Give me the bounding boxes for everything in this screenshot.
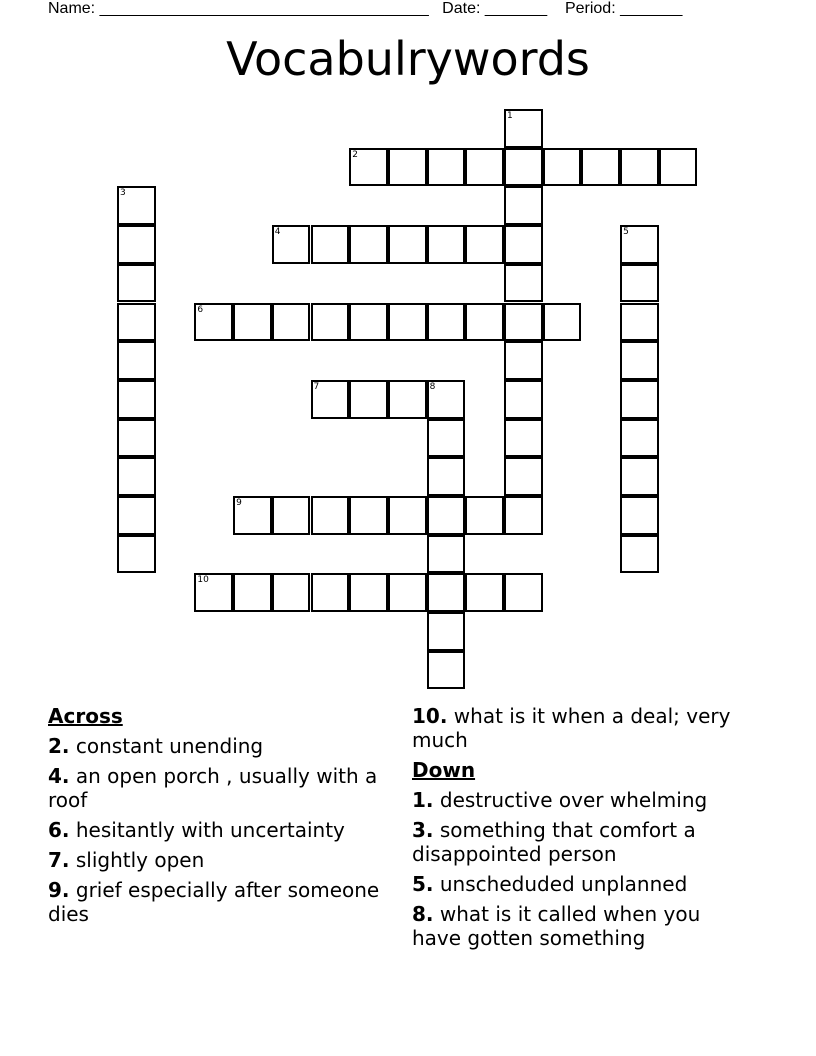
crossword-cell[interactable] (620, 341, 659, 380)
crossword-cell[interactable] (117, 457, 156, 496)
crossword-cell[interactable] (388, 303, 427, 342)
crossword-cell[interactable] (311, 225, 350, 264)
period-field[interactable]: _______ (620, 0, 683, 17)
crossword-cell[interactable] (504, 109, 543, 148)
clue-across (48, 734, 388, 758)
crossword-cell[interactable] (543, 303, 582, 342)
clue-num: 2. (48, 734, 70, 758)
crossword-cell[interactable] (427, 535, 466, 574)
crossword-cell[interactable] (233, 573, 272, 612)
crossword-cell[interactable] (233, 496, 272, 535)
crossword-cell[interactable] (117, 264, 156, 303)
crossword-cell[interactable] (349, 496, 388, 535)
crossword-cell[interactable] (620, 380, 659, 419)
crossword-cell[interactable] (427, 303, 466, 342)
crossword-cell[interactable] (427, 225, 466, 264)
crossword-cell[interactable] (272, 573, 311, 612)
clues-left-column (48, 704, 388, 926)
clue-text: constant unending (75, 734, 264, 758)
crossword-cell[interactable] (427, 612, 466, 651)
crossword-cell[interactable] (465, 148, 504, 187)
crossword-cell[interactable] (504, 457, 543, 496)
clue-num: 1. (412, 788, 434, 812)
clue-text: destructive over whelming (439, 788, 708, 812)
across-heading: Across (48, 704, 123, 728)
clue-num: 5. (412, 872, 434, 896)
crossword-cell[interactable] (543, 148, 582, 187)
crossword-cell[interactable] (311, 496, 350, 535)
crossword-cell[interactable] (272, 496, 311, 535)
crossword-cell[interactable] (194, 303, 233, 342)
clue-text: grief especially after someone dies (48, 878, 380, 926)
crossword-cell[interactable] (504, 225, 543, 264)
clue-num: 7. (48, 848, 70, 872)
clue-text: an open porch , usually with a roof (48, 764, 378, 812)
crossword-cell[interactable] (117, 380, 156, 419)
clue-number: 6 (197, 304, 204, 315)
crossword-cell[interactable] (272, 303, 311, 342)
crossword-cell[interactable] (504, 496, 543, 535)
crossword-cell[interactable] (504, 380, 543, 419)
crossword-cell[interactable] (427, 419, 466, 458)
period-label: Period: (564, 0, 616, 17)
crossword-cell[interactable] (504, 186, 543, 225)
clue-text: unscheduded unplanned (439, 872, 688, 896)
crossword-cell[interactable] (388, 573, 427, 612)
name-label: Name: (48, 0, 96, 17)
clue-number: 5 (623, 227, 629, 238)
crossword-cell[interactable] (620, 535, 659, 574)
crossword-cell[interactable] (504, 148, 543, 187)
crossword-cell[interactable] (349, 225, 388, 264)
crossword-cell[interactable] (581, 148, 620, 187)
clue-text: what is it called when you have gotten something (412, 902, 701, 950)
crossword-cell[interactable] (427, 457, 466, 496)
clue-num: 10. (412, 704, 448, 728)
clue-down (412, 818, 752, 866)
crossword-cell[interactable] (504, 341, 543, 380)
crossword-cell[interactable] (465, 573, 504, 612)
crossword-cell[interactable] (388, 225, 427, 264)
crossword-cell[interactable] (311, 573, 350, 612)
clue-number: 8 (429, 381, 436, 392)
crossword-cell[interactable] (620, 264, 659, 303)
clue-number: 9 (236, 498, 242, 508)
crossword-cell[interactable] (117, 341, 156, 380)
clue-num: 3. (412, 818, 434, 842)
crossword-cell[interactable] (349, 148, 388, 187)
crossword-cell[interactable] (349, 380, 388, 419)
crossword-cell[interactable] (620, 225, 659, 264)
crossword-cell[interactable] (504, 303, 543, 342)
crossword-cell[interactable] (465, 225, 504, 264)
down-heading: Down (412, 758, 476, 782)
date-label: Date: (442, 0, 481, 17)
crossword-cell[interactable] (427, 573, 466, 612)
crossword-cell[interactable] (194, 573, 233, 612)
crossword-cell[interactable] (620, 419, 659, 458)
crossword-cell[interactable] (388, 148, 427, 187)
clue-across (48, 878, 388, 926)
crossword-cell[interactable] (659, 148, 698, 187)
crossword-cell[interactable] (465, 303, 504, 342)
crossword-cell[interactable] (117, 303, 156, 342)
clue-text: what is it when a deal; very much (412, 704, 731, 752)
header-line (48, 0, 682, 18)
clue-down (412, 788, 752, 812)
crossword-cell[interactable] (504, 264, 543, 303)
crossword-cell[interactable] (620, 303, 659, 342)
clue-num: 6. (48, 818, 70, 842)
crossword-cell[interactable] (272, 225, 311, 264)
crossword-cell[interactable] (349, 303, 388, 342)
clue-number: 1 (507, 111, 513, 121)
crossword-cell[interactable] (504, 573, 543, 612)
clue-num: 8. (412, 902, 434, 926)
clue-across (412, 704, 752, 752)
clue-num: 4. (48, 764, 70, 788)
clue-across (48, 764, 388, 812)
crossword-cell[interactable] (388, 380, 427, 419)
crossword-cell[interactable] (233, 303, 272, 342)
crossword-cell[interactable] (504, 419, 543, 458)
crossword-cell[interactable] (427, 651, 466, 690)
clue-text: something that comfort a disappointed person (412, 818, 696, 866)
clue-text: slightly open (75, 848, 205, 872)
clue-across (48, 818, 388, 842)
clue-number: 4 (274, 227, 281, 238)
crossword-cell[interactable] (117, 225, 156, 264)
crossword-cell[interactable] (620, 457, 659, 496)
clue-number: 10 (197, 575, 209, 586)
date-field[interactable]: _______ (484, 0, 548, 17)
crossword-cell[interactable] (349, 573, 388, 612)
crossword-cell[interactable] (117, 496, 156, 535)
crossword-cell[interactable] (427, 496, 466, 535)
clue-text: hesitantly with uncertainty (75, 818, 345, 842)
clue-number: 2 (352, 149, 358, 160)
clue-across (48, 848, 388, 872)
clue-down (412, 902, 752, 950)
clue-down (412, 872, 752, 896)
crossword-cell[interactable] (427, 380, 466, 419)
name-field[interactable]: _____________________________________ (99, 0, 429, 17)
crossword-cell[interactable] (311, 303, 350, 342)
crossword-cell[interactable] (620, 496, 659, 535)
crossword-cell[interactable] (427, 148, 466, 187)
clues-right-column (412, 698, 752, 950)
crossword-cell[interactable] (117, 186, 156, 225)
crossword-cell[interactable] (311, 380, 350, 419)
clue-num: 9. (48, 878, 70, 902)
clue-number: 3 (120, 188, 126, 199)
crossword-cell[interactable] (117, 535, 156, 574)
crossword-cell[interactable] (620, 148, 659, 187)
page-title: Vocabulrywords (226, 32, 590, 86)
crossword-cell[interactable] (465, 496, 504, 535)
crossword-cell[interactable] (117, 419, 156, 458)
crossword-cell[interactable] (388, 496, 427, 535)
clue-number: 7 (313, 381, 320, 392)
